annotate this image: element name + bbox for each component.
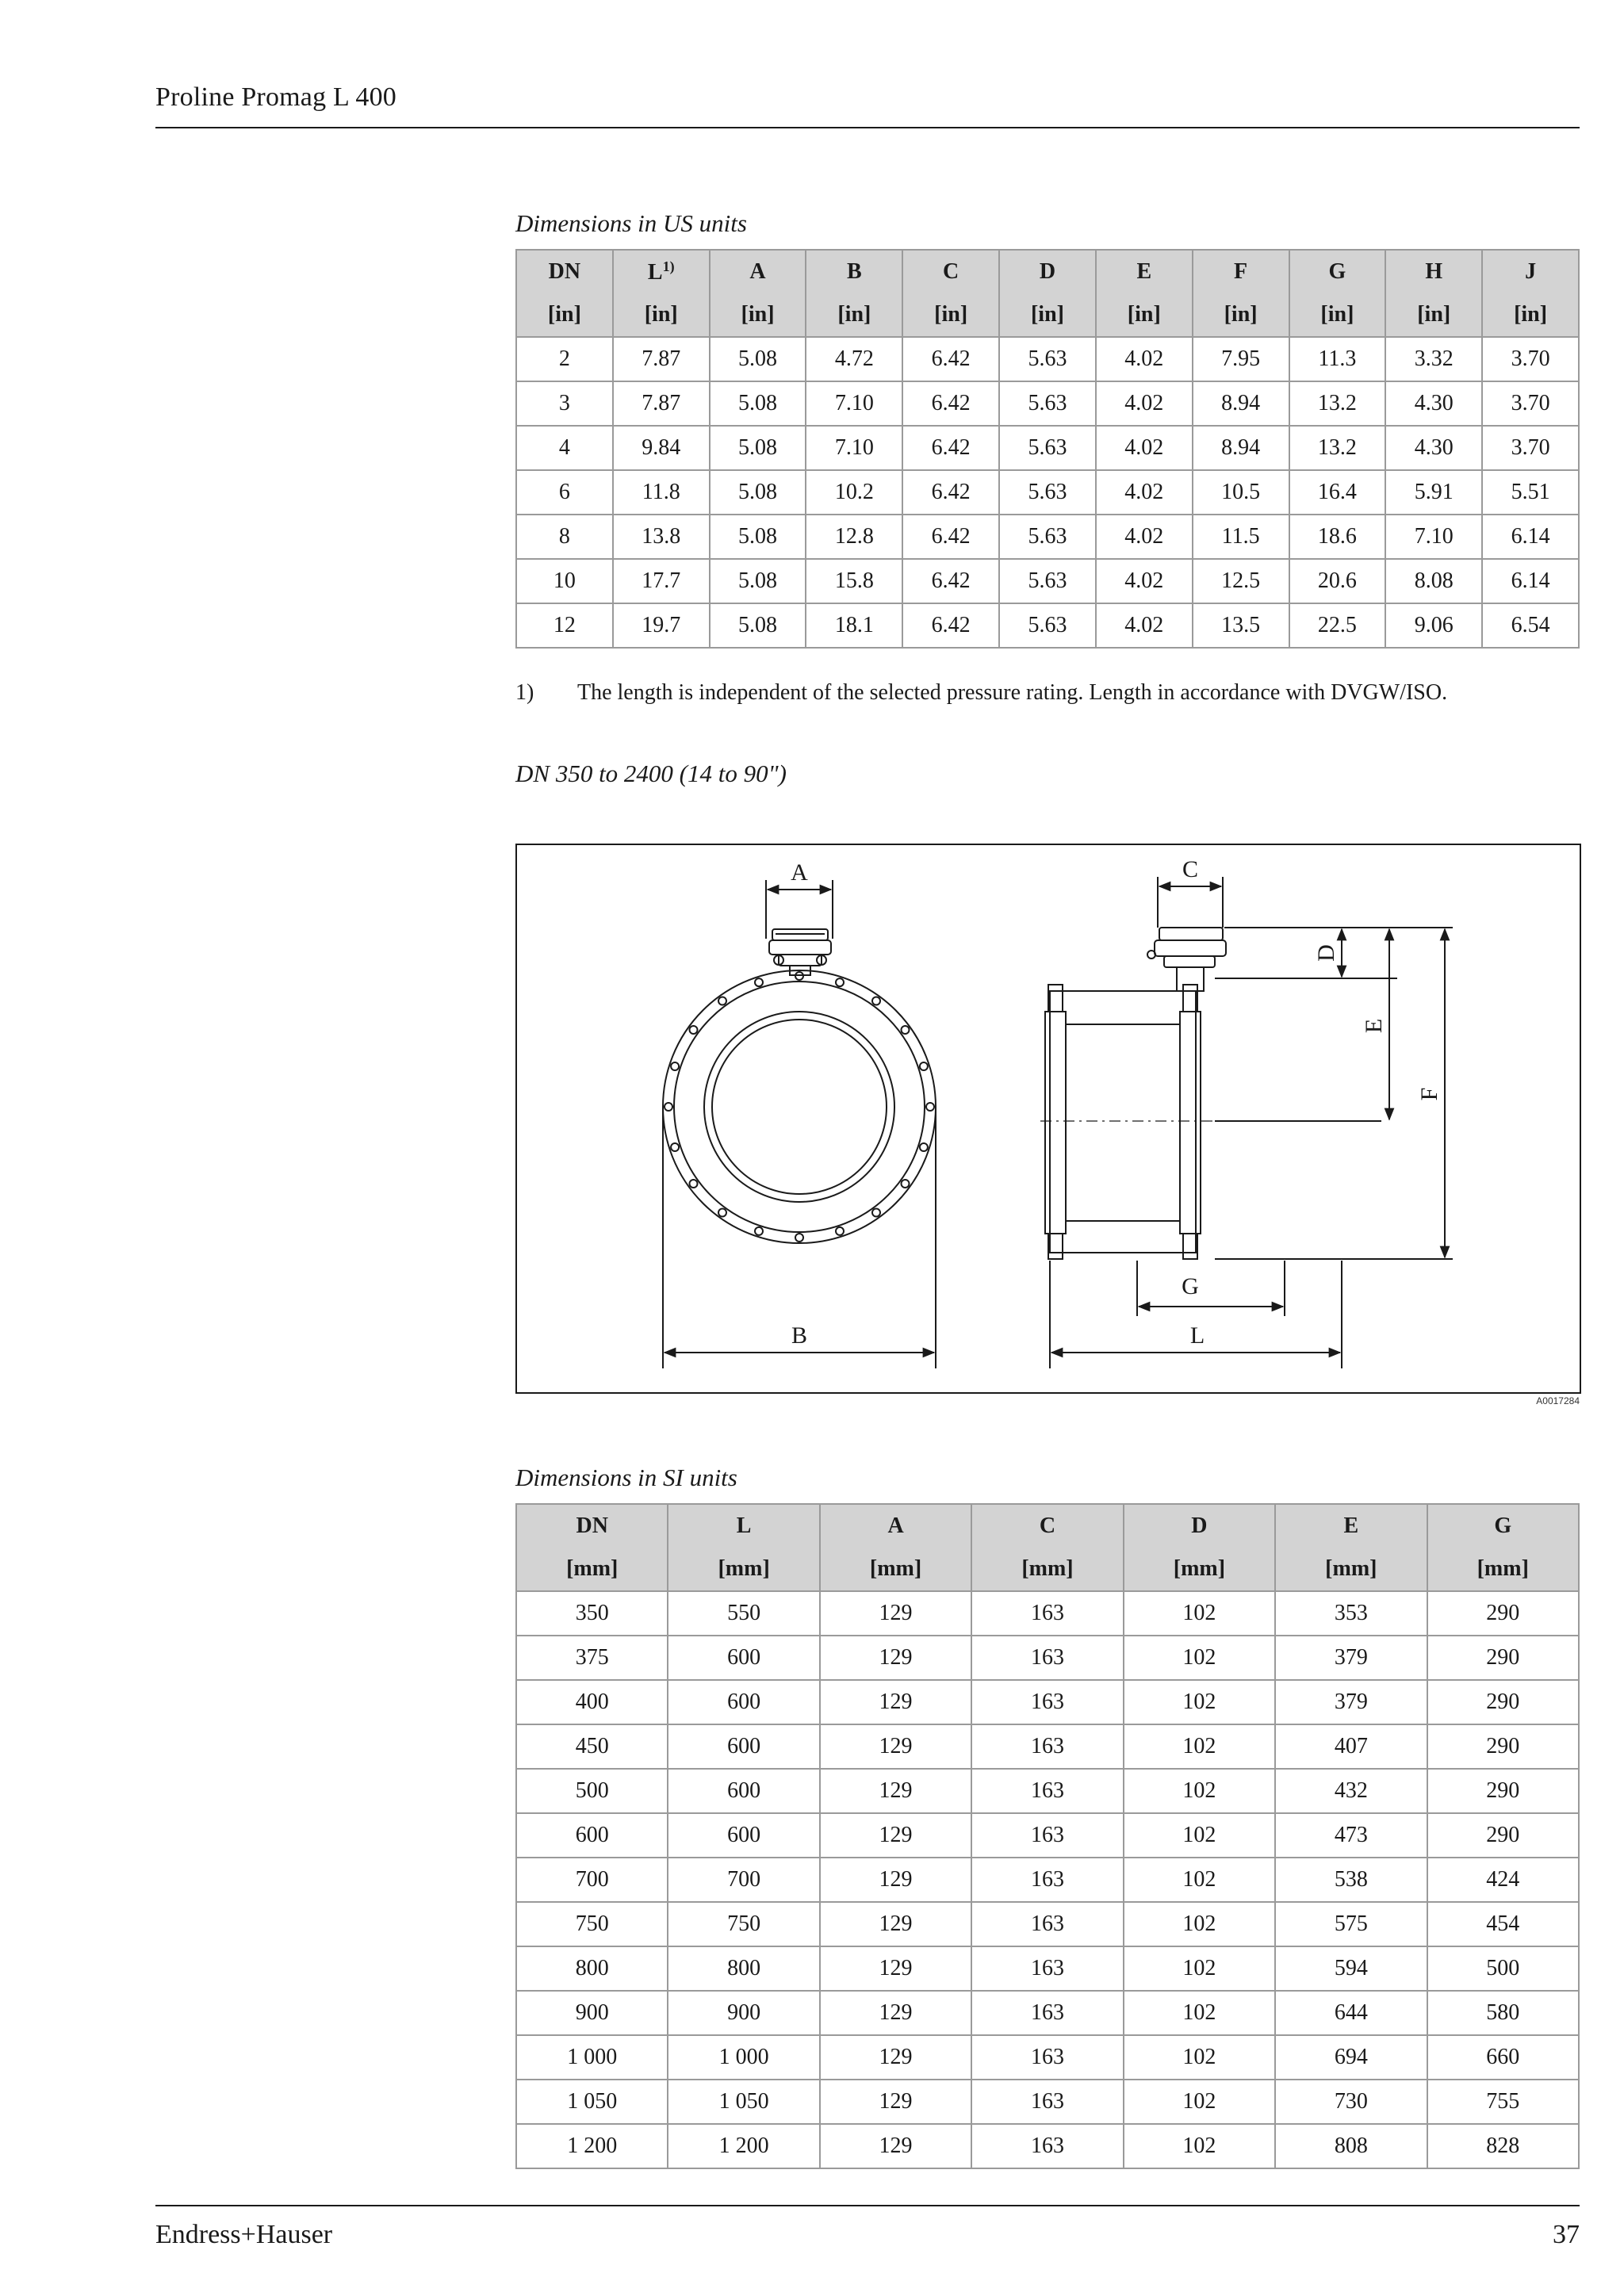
table-cell: 730 (1275, 2080, 1427, 2124)
table-cell: 10.5 (1193, 470, 1289, 515)
column-unit: [mm] (971, 1548, 1123, 1591)
bolt-hole (690, 1180, 698, 1188)
us-dimensions-table (515, 249, 1580, 649)
table-cell: 163 (971, 1902, 1123, 1946)
table-row (516, 1724, 1579, 1769)
table-row (516, 559, 1579, 603)
us-table-caption: Dimensions in US units (515, 209, 747, 237)
front-view-transmitter (769, 929, 831, 975)
table-cell: 9.84 (613, 426, 710, 470)
table-cell: 4.02 (1096, 515, 1193, 559)
bolt-hole (926, 1103, 934, 1111)
table-cell: 5.63 (999, 426, 1096, 470)
column-header (710, 250, 806, 293)
table-cell: 4.02 (1096, 470, 1193, 515)
table-cell: 424 (1427, 1858, 1579, 1902)
table-cell: 450 (516, 1724, 668, 1769)
table-cell: 1 200 (516, 2124, 668, 2168)
table-cell: 1 200 (668, 2124, 819, 2168)
table-cell: 163 (971, 2124, 1123, 2168)
table-cell: 9.06 (1385, 603, 1482, 648)
bolt-hole (902, 1180, 910, 1188)
table-cell: 18.6 (1289, 515, 1386, 559)
table-cell: 7.10 (806, 381, 902, 426)
table-cell: 12.8 (806, 515, 902, 559)
table-cell: 163 (971, 1813, 1123, 1858)
table-cell: 290 (1427, 1680, 1579, 1724)
table-cell: 750 (668, 1902, 819, 1946)
table-row (516, 515, 1579, 559)
table-cell: 800 (516, 1946, 668, 1991)
column-header-label: E (1136, 259, 1152, 284)
side-view-flanges (1045, 1012, 1201, 1234)
table-cell: 6.42 (902, 470, 999, 515)
table-cell: 12 (516, 603, 613, 648)
table-cell: 7.95 (1193, 337, 1289, 381)
table-cell: 163 (971, 2080, 1123, 2124)
table-cell: 6.42 (902, 426, 999, 470)
footnote-reference: 1) (662, 258, 675, 274)
column-unit: [in] (1289, 293, 1386, 337)
bolt-hole (795, 1234, 803, 1242)
bolt-hole (665, 1103, 672, 1111)
table-cell: 102 (1124, 1902, 1275, 1946)
table-cell: 18.1 (806, 603, 902, 648)
table-cell: 600 (668, 1769, 819, 1813)
table-cell: 575 (1275, 1902, 1427, 1946)
table-cell: 4.02 (1096, 381, 1193, 426)
table-cell: 6.42 (902, 603, 999, 648)
table-cell: 600 (668, 1813, 819, 1858)
table-cell: 22.5 (1289, 603, 1386, 648)
table-cell: 3.32 (1385, 337, 1482, 381)
table-cell: 1 050 (668, 2080, 819, 2124)
dim-label-e: E (1361, 1018, 1387, 1034)
table-cell: 8.08 (1385, 559, 1482, 603)
table-cell: 129 (820, 1858, 971, 1902)
table-cell: 6.54 (1482, 603, 1579, 648)
table-cell: 290 (1427, 1591, 1579, 1636)
column-header (971, 1504, 1123, 1548)
table-cell: 129 (820, 2035, 971, 2080)
table-row (516, 1902, 1579, 1946)
table-row (516, 2124, 1579, 2168)
table-cell: 102 (1124, 1991, 1275, 2035)
table-cell: 11.8 (613, 470, 710, 515)
table-row (516, 426, 1579, 470)
table-cell: 594 (1275, 1946, 1427, 1991)
table-cell: 3.70 (1482, 426, 1579, 470)
bolt-hole (902, 1026, 910, 1034)
column-unit: [mm] (820, 1548, 971, 1591)
table-cell: 700 (516, 1858, 668, 1902)
column-unit: [in] (902, 293, 999, 337)
table-cell: 1 050 (516, 2080, 668, 2124)
table-cell: 290 (1427, 1813, 1579, 1858)
table-cell: 407 (1275, 1724, 1427, 1769)
table-cell: 12.5 (1193, 559, 1289, 603)
table-cell: 5.63 (999, 470, 1096, 515)
column-header-label: D (1191, 1513, 1208, 1538)
table-cell: 13.2 (1289, 381, 1386, 426)
column-header-label: C (943, 259, 959, 284)
column-header (902, 250, 999, 293)
table-cell: 13.2 (1289, 426, 1386, 470)
table-cell: 5.08 (710, 381, 806, 426)
column-header-label: G (1328, 259, 1346, 284)
table-cell: 600 (516, 1813, 668, 1858)
dim-label-d: D (1313, 944, 1339, 962)
table-cell: 7.87 (613, 337, 710, 381)
bolt-hole (690, 1026, 698, 1034)
table-cell: 163 (971, 1946, 1123, 1991)
footer-brand: Endress+Hauser (155, 2220, 333, 2249)
table-cell: 538 (1275, 1858, 1427, 1902)
table-cell: 5.63 (999, 381, 1096, 426)
footnote-mark: 1) (515, 680, 534, 705)
table-cell: 4.02 (1096, 559, 1193, 603)
table-row (516, 1591, 1579, 1636)
table-cell: 5.08 (710, 426, 806, 470)
column-header-label: DN (548, 259, 581, 284)
us-table-body (516, 337, 1579, 648)
table-cell: 163 (971, 1724, 1123, 1769)
table-cell: 1 000 (668, 2035, 819, 2080)
table-cell: 379 (1275, 1680, 1427, 1724)
table-cell: 550 (668, 1591, 819, 1636)
table-cell: 11.5 (1193, 515, 1289, 559)
table-cell: 4.02 (1096, 337, 1193, 381)
table-cell: 400 (516, 1680, 668, 1724)
column-unit: [in] (999, 293, 1096, 337)
table-cell: 4.30 (1385, 426, 1482, 470)
us-table-header-names (516, 250, 1579, 293)
table-row (516, 2080, 1579, 2124)
table-row (516, 2035, 1579, 2080)
table-row (516, 381, 1579, 426)
dim-label-a: A (791, 859, 808, 886)
table-cell: 6.14 (1482, 559, 1579, 603)
header-rule (155, 127, 1580, 128)
table-cell: 129 (820, 1636, 971, 1680)
table-cell: 8 (516, 515, 613, 559)
column-header-label: C (1039, 1513, 1056, 1538)
bolt-hole (671, 1143, 679, 1151)
bolt-hole (718, 997, 726, 1005)
table-cell: 19.7 (613, 603, 710, 648)
dim-label-c: C (1182, 856, 1199, 882)
column-header (1482, 250, 1579, 293)
bolt-hole (920, 1062, 928, 1070)
si-table-caption: Dimensions in SI units (515, 1464, 737, 1491)
table-cell: 3.70 (1482, 381, 1579, 426)
table-cell: 454 (1427, 1902, 1579, 1946)
table-cell: 5.63 (999, 559, 1096, 603)
table-row (516, 1813, 1579, 1858)
table-cell: 4.30 (1385, 381, 1482, 426)
bolt-hole (755, 978, 763, 986)
bolt-hole (920, 1143, 928, 1151)
table-cell: 129 (820, 1902, 971, 1946)
table-cell: 102 (1124, 1591, 1275, 1636)
bolt-hole (836, 978, 844, 986)
drawing-caption: DN 350 to 2400 (14 to 90") (515, 760, 787, 787)
footnote-text: The length is independent of the selected pressure rating. Length in accordance with DVGW/ISO. (577, 680, 1448, 705)
column-unit: [in] (710, 293, 806, 337)
table-cell: 163 (971, 1769, 1123, 1813)
table-cell: 7.87 (613, 381, 710, 426)
column-header-label: A (887, 1513, 904, 1538)
column-header (1385, 250, 1482, 293)
table-cell: 5.08 (710, 470, 806, 515)
column-unit: [mm] (1427, 1548, 1579, 1591)
side-view-transmitter (1147, 928, 1226, 991)
table-cell: 129 (820, 2124, 971, 2168)
column-header (1427, 1504, 1579, 1548)
table-cell: 2 (516, 337, 613, 381)
table-cell: 600 (668, 1680, 819, 1724)
table-row (516, 1680, 1579, 1724)
column-header-label: DN (576, 1513, 608, 1538)
table-cell: 500 (516, 1769, 668, 1813)
table-cell: 163 (971, 1858, 1123, 1902)
table-cell: 5.51 (1482, 470, 1579, 515)
table-cell: 3.70 (1482, 337, 1579, 381)
us-table-header-units (516, 293, 1579, 337)
table-cell: 644 (1275, 1991, 1427, 2035)
column-header (613, 250, 710, 293)
table-cell: 5.08 (710, 603, 806, 648)
table-cell: 102 (1124, 1680, 1275, 1724)
table-cell: 102 (1124, 1769, 1275, 1813)
table-cell: 129 (820, 1680, 971, 1724)
dimension-drawing-svg (517, 845, 1580, 1392)
column-unit: [mm] (1124, 1548, 1275, 1591)
table-cell: 900 (668, 1991, 819, 2035)
column-header (516, 250, 613, 293)
table-cell: 11.3 (1289, 337, 1386, 381)
column-unit: [in] (1096, 293, 1193, 337)
column-unit: [in] (806, 293, 902, 337)
table-cell: 580 (1427, 1991, 1579, 2035)
table-cell: 163 (971, 1636, 1123, 1680)
si-table-header-names (516, 1504, 1579, 1548)
bolt-hole (836, 1227, 844, 1235)
dimension-drawing (515, 844, 1581, 1394)
table-cell: 102 (1124, 1636, 1275, 1680)
dim-label-l: L (1189, 1322, 1205, 1349)
table-row (516, 470, 1579, 515)
table-cell: 102 (1124, 1724, 1275, 1769)
front-view-flange (663, 970, 936, 1243)
column-header (516, 1504, 668, 1548)
table-cell: 5.08 (710, 515, 806, 559)
table-cell: 102 (1124, 1813, 1275, 1858)
column-header-label: B (847, 259, 862, 284)
dim-label-f: F (1416, 1087, 1442, 1101)
table-cell: 600 (668, 1724, 819, 1769)
bolt-hole (755, 1227, 763, 1235)
table-cell: 17.7 (613, 559, 710, 603)
table-cell: 694 (1275, 2035, 1427, 2080)
table-cell: 13.5 (1193, 603, 1289, 648)
table-cell: 20.6 (1289, 559, 1386, 603)
table-cell: 13.8 (613, 515, 710, 559)
si-table-body (516, 1591, 1579, 2168)
column-header-label: E (1343, 1513, 1359, 1538)
column-header-label: F (1234, 259, 1248, 284)
table-cell: 375 (516, 1636, 668, 1680)
column-header-label: G (1494, 1513, 1512, 1538)
table-row (516, 1946, 1579, 1991)
table-cell: 660 (1427, 2035, 1579, 2080)
table-row (516, 1991, 1579, 2035)
table-row (516, 603, 1579, 648)
column-header (1275, 1504, 1427, 1548)
table-cell: 4 (516, 426, 613, 470)
column-unit: [in] (1385, 293, 1482, 337)
bolt-hole (872, 997, 880, 1005)
table-cell: 600 (668, 1636, 819, 1680)
table-cell: 129 (820, 1724, 971, 1769)
table-cell: 290 (1427, 1769, 1579, 1813)
table-cell: 7.10 (806, 426, 902, 470)
table-cell: 800 (668, 1946, 819, 1991)
column-header (820, 1504, 971, 1548)
table-cell: 755 (1427, 2080, 1579, 2124)
table-cell: 129 (820, 2080, 971, 2124)
table-cell: 102 (1124, 1946, 1275, 1991)
table-row (516, 337, 1579, 381)
table-cell: 10.2 (806, 470, 902, 515)
table-row (516, 1769, 1579, 1813)
column-header-label: J (1525, 259, 1537, 284)
table-cell: 129 (820, 1769, 971, 1813)
column-unit: [in] (613, 293, 710, 337)
column-unit: [mm] (1275, 1548, 1427, 1591)
column-header-label: H (1425, 259, 1443, 284)
table-cell: 290 (1427, 1636, 1579, 1680)
table-cell: 6.42 (902, 515, 999, 559)
table-cell: 6.42 (902, 337, 999, 381)
bolt-hole (718, 1209, 726, 1217)
table-cell: 5.08 (710, 559, 806, 603)
table-cell: 4.02 (1096, 426, 1193, 470)
table-cell: 4.02 (1096, 603, 1193, 648)
column-unit: [in] (516, 293, 613, 337)
table-cell: 350 (516, 1591, 668, 1636)
table-cell: 129 (820, 1591, 971, 1636)
column-header (668, 1504, 819, 1548)
table-cell: 163 (971, 1591, 1123, 1636)
bolt-hole (671, 1062, 679, 1070)
dim-label-g: G (1182, 1273, 1199, 1299)
table-cell: 290 (1427, 1724, 1579, 1769)
column-header-label: L (736, 1513, 752, 1538)
table-cell: 828 (1427, 2124, 1579, 2168)
column-header-label: L (647, 260, 663, 285)
table-cell: 1 000 (516, 2035, 668, 2080)
table-row (516, 1858, 1579, 1902)
footer-rule (155, 2205, 1580, 2206)
table-cell: 102 (1124, 2080, 1275, 2124)
table-cell: 5.91 (1385, 470, 1482, 515)
table-cell: 7.10 (1385, 515, 1482, 559)
column-header-label: A (749, 259, 766, 284)
table-cell: 5.63 (999, 515, 1096, 559)
table-cell: 102 (1124, 2035, 1275, 2080)
table-cell: 6.42 (902, 559, 999, 603)
table-cell: 8.94 (1193, 381, 1289, 426)
column-header (1193, 250, 1289, 293)
footnote (515, 680, 1447, 706)
column-header (1096, 250, 1193, 293)
column-header (999, 250, 1096, 293)
column-header-label: D (1039, 259, 1056, 284)
table-cell: 808 (1275, 2124, 1427, 2168)
table-cell: 8.94 (1193, 426, 1289, 470)
drawing-id: A0017284 (1536, 1395, 1580, 1406)
table-cell: 5.63 (999, 337, 1096, 381)
table-cell: 129 (820, 1813, 971, 1858)
table-cell: 129 (820, 1946, 971, 1991)
table-cell: 15.8 (806, 559, 902, 603)
column-header (1289, 250, 1386, 293)
bolt-hole (872, 1209, 880, 1217)
column-unit: [mm] (668, 1548, 819, 1591)
table-cell: 163 (971, 1991, 1123, 2035)
table-cell: 700 (668, 1858, 819, 1902)
table-cell: 500 (1427, 1946, 1579, 1991)
table-cell: 5.63 (999, 603, 1096, 648)
table-cell: 102 (1124, 1858, 1275, 1902)
table-cell: 4.72 (806, 337, 902, 381)
table-cell: 379 (1275, 1636, 1427, 1680)
table-cell: 432 (1275, 1769, 1427, 1813)
column-unit: [in] (1193, 293, 1289, 337)
table-cell: 353 (1275, 1591, 1427, 1636)
page-header-title: Proline Promag L 400 (155, 82, 396, 112)
table-row (516, 1636, 1579, 1680)
table-cell: 750 (516, 1902, 668, 1946)
column-header (1124, 1504, 1275, 1548)
table-cell: 16.4 (1289, 470, 1386, 515)
table-cell: 3 (516, 381, 613, 426)
table-cell: 5.08 (710, 337, 806, 381)
table-cell: 102 (1124, 2124, 1275, 2168)
table-cell: 473 (1275, 1813, 1427, 1858)
table-cell: 129 (820, 1991, 971, 2035)
table-cell: 163 (971, 1680, 1123, 1724)
dim-label-b: B (791, 1322, 808, 1349)
table-cell: 10 (516, 559, 613, 603)
table-cell: 900 (516, 1991, 668, 2035)
column-unit: [mm] (516, 1548, 668, 1591)
table-cell: 163 (971, 2035, 1123, 2080)
page-number: 37 (1553, 2220, 1580, 2249)
column-unit: [in] (1482, 293, 1579, 337)
column-header (806, 250, 902, 293)
table-cell: 6.14 (1482, 515, 1579, 559)
table-cell: 6 (516, 470, 613, 515)
table-cell: 6.42 (902, 381, 999, 426)
si-dimensions-table (515, 1503, 1580, 2169)
si-table-header-units (516, 1548, 1579, 1591)
